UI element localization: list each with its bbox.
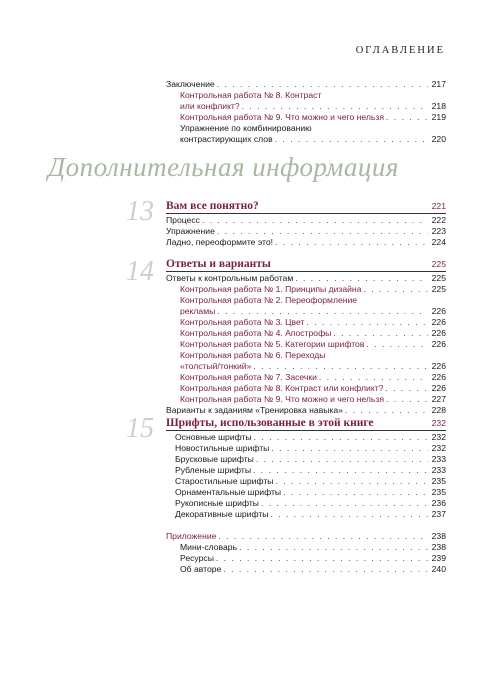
leader-dots — [385, 383, 428, 394]
leader-dots — [216, 553, 428, 564]
leader-dots — [275, 476, 428, 487]
toc-entry-cw8[interactable] — [180, 383, 446, 394]
toc-page: 218 — [431, 101, 446, 111]
toc-label: Орнаментальные шрифты — [175, 487, 282, 497]
leader-dots — [261, 498, 428, 509]
toc-entry[interactable] — [180, 564, 446, 575]
toc-label: Контрольная работа № 4. Апострофы — [180, 328, 332, 338]
toc-page: 226 — [431, 306, 446, 316]
toc-page: 226 — [431, 339, 446, 349]
toc-entry-cw5[interactable] — [180, 339, 446, 350]
toc-page: 233 — [431, 465, 446, 475]
leader-dots — [256, 454, 428, 465]
toc-entry-cw7[interactable] — [180, 372, 446, 383]
leader-dots — [223, 564, 428, 575]
toc-entry[interactable] — [175, 476, 446, 487]
leader-dots — [271, 443, 428, 454]
chapter-number-13: 13 — [126, 196, 154, 227]
leader-dots — [306, 317, 428, 328]
toc-label: Новостильные шрифты — [175, 443, 270, 453]
toc-label: Об авторе — [180, 564, 222, 574]
running-head: ОГЛАВЛЕНИЕ — [355, 45, 445, 56]
leader-dots — [366, 339, 428, 350]
toc-entry-cw2-line2[interactable] — [180, 306, 446, 317]
toc-label: Мини-словарь — [180, 542, 238, 552]
chapter-number-14: 14 — [126, 256, 154, 287]
toc-label: или конфликт? — [180, 101, 240, 111]
toc-page: 226 — [431, 383, 446, 393]
toc-entry-variants[interactable] — [166, 405, 446, 416]
toc-label: Ладно, переоформите это! — [166, 237, 274, 247]
toc-page: 228 — [431, 405, 446, 415]
toc-page: 226 — [431, 372, 446, 382]
leader-dots — [386, 112, 428, 123]
toc-entry-cw8-line2[interactable] — [180, 101, 446, 112]
leader-dots — [386, 394, 428, 405]
toc-label: Ресурсы — [180, 553, 214, 563]
toc-entry[interactable] — [175, 443, 446, 454]
toc-label: Контрольная работа № 5. Категории шрифтов — [180, 339, 365, 349]
leader-dots — [254, 432, 428, 443]
leader-dots — [239, 542, 428, 553]
leader-dots — [319, 372, 428, 383]
leader-dots — [253, 361, 428, 372]
leader-dots — [275, 237, 428, 248]
toc-page: 219 — [431, 112, 446, 122]
leader-dots — [363, 284, 428, 295]
toc-entry[interactable] — [175, 509, 446, 520]
toc-page: 233 — [431, 454, 446, 464]
toc-label: Брусковые шрифты — [175, 454, 254, 464]
toc-label: «толстый/тонкий» — [180, 361, 252, 371]
toc-page: 226 — [431, 328, 446, 338]
leader-dots — [345, 405, 428, 416]
chapter-page: 221 — [431, 201, 446, 211]
toc-page: 227 — [431, 394, 446, 404]
chapter-page: 232 — [431, 418, 446, 428]
toc-page: 225 — [431, 273, 446, 283]
toc-page: 217 — [431, 79, 446, 89]
toc-page: 236 — [431, 498, 446, 508]
toc-label: Рубленые шрифты — [175, 465, 252, 475]
leader-dots — [270, 509, 428, 520]
leader-dots — [275, 134, 428, 145]
toc-page: 224 — [431, 237, 446, 247]
toc-entry-exercise-line1[interactable]: Упражнение по комбинированию — [180, 123, 312, 133]
part-title: Дополнительная информация — [48, 152, 399, 182]
toc-page: 226 — [431, 317, 446, 327]
toc-page: 238 — [431, 531, 446, 541]
leader-dots — [253, 465, 428, 476]
toc-entry-cw6-line1[interactable]: Контрольная работа № 6. Переходы — [180, 350, 326, 360]
toc-entry[interactable] — [175, 465, 446, 476]
toc-entry-cw6-line2[interactable] — [180, 361, 446, 372]
chapter-heading-15[interactable] — [166, 417, 446, 431]
toc-page: 235 — [431, 487, 446, 497]
toc-label: Контрольная работа № 9. Что можно и чего нельзя — [180, 394, 385, 404]
chapter-number-15: 15 — [126, 413, 154, 444]
toc-page: 223 — [431, 226, 446, 236]
toc-entry-cw9-top[interactable] — [180, 112, 446, 123]
leader-dots — [283, 487, 428, 498]
toc-entry-answers[interactable] — [166, 273, 446, 284]
toc-page: 222 — [431, 215, 446, 225]
toc-entry-cw1[interactable] — [180, 284, 446, 295]
toc-label: Контрольная работа № 9. Что можно и чего нельзя — [180, 112, 385, 122]
leader-dots — [217, 79, 428, 90]
toc-label: Контрольная работа № 3. Цвет — [180, 317, 305, 327]
toc-entry[interactable] — [166, 226, 446, 237]
toc-entry[interactable] — [175, 487, 446, 498]
toc-page: 232 — [431, 432, 446, 442]
leader-dots — [218, 531, 428, 542]
toc-entry[interactable] — [175, 432, 446, 443]
toc-label: Упражнение — [166, 226, 215, 236]
leader-dots — [202, 215, 428, 226]
toc-label: Контрольная работа № 7. Засечки — [180, 372, 317, 382]
toc-entry[interactable] — [175, 454, 446, 465]
toc-entry-cw4[interactable] — [180, 328, 446, 339]
toc-entry-appendix[interactable] — [166, 531, 446, 542]
toc-label: Старостильные шрифты — [175, 476, 274, 486]
toc-label: Декоративные шрифты — [175, 509, 269, 519]
leader-dots — [333, 328, 428, 339]
toc-page: 225 — [431, 284, 446, 294]
chapter-title: Ответы и варианты — [166, 258, 271, 270]
toc-label: Процесс — [166, 215, 200, 225]
chapter-title: Вам все понятно? — [166, 200, 259, 212]
toc-entry-cw3[interactable] — [180, 317, 446, 328]
toc-page: 240 — [431, 564, 446, 574]
toc-label: Основные шрифты — [175, 432, 252, 442]
toc-entry-exercise-line2[interactable] — [180, 134, 446, 145]
toc-label: рекламы — [180, 306, 216, 316]
chapter-heading-13[interactable] — [166, 200, 446, 214]
toc-page: 237 — [431, 509, 446, 519]
toc-label: Варианты к заданиям «Тренировка навыка» — [166, 405, 343, 415]
toc-page: 220 — [431, 134, 446, 144]
toc-entry-cw8-line1[interactable]: Контрольная работа № 8. Контраст — [180, 90, 322, 100]
toc-entry-conclusion[interactable] — [166, 79, 446, 90]
leader-dots — [217, 226, 428, 237]
leader-dots — [217, 306, 428, 317]
leader-dots — [242, 101, 428, 112]
toc-page: 235 — [431, 476, 446, 486]
toc-page: 226 — [431, 361, 446, 371]
toc-entry[interactable] — [175, 498, 446, 509]
toc-label: Рукописные шрифты — [175, 498, 259, 508]
toc-entry[interactable] — [166, 237, 446, 248]
toc-entry-cw2-line1[interactable]: Контрольная работа № 2. Переоформление — [180, 295, 358, 305]
toc-label: Контрольная работа № 1. Принципы дизайна — [180, 284, 362, 294]
toc-page: 232 — [431, 443, 446, 453]
leader-dots — [295, 273, 428, 284]
chapter-heading-14[interactable] — [166, 258, 446, 272]
toc-label: контрастирующих слов — [180, 134, 273, 144]
toc-label: Ответы к контрольным работам — [166, 273, 294, 283]
toc-entry-cw9[interactable] — [180, 394, 446, 405]
toc-label: Приложение — [166, 531, 217, 541]
toc-entry[interactable] — [166, 215, 446, 226]
toc-page: 239 — [431, 553, 446, 563]
chapter-title: Шрифты, использованные в этой книге — [166, 417, 374, 429]
toc-label: Контрольная работа № 8. Контраст или конфликт? — [180, 383, 384, 393]
toc-label: Заключение — [166, 79, 215, 89]
toc-entry[interactable] — [180, 553, 446, 564]
chapter-page: 225 — [431, 259, 446, 269]
toc-page: 238 — [431, 542, 446, 552]
toc-entry[interactable] — [180, 542, 446, 553]
